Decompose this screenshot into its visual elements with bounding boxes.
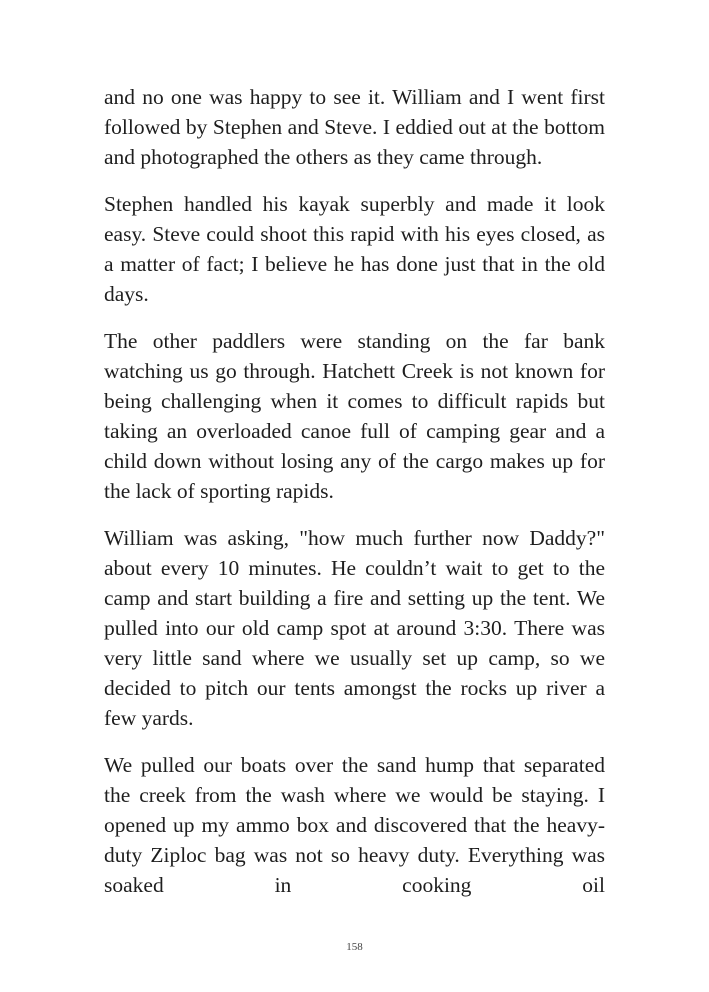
body-text bbox=[104, 82, 605, 917]
paragraph-5: We pulled our boats over the sand hump that separated the creek from the wash where we would be staying. I opened up my ammo box and discovered that the heavy-duty Ziploc bag was not so heavy duty. Everything was soaked in cooking oil bbox=[104, 753, 605, 897]
paragraph-2: Stephen handled his kayak superbly and made it look easy. Steve could shoot this rapid with his eyes closed, as a matter of fact; I believe he has done just that in the old days. bbox=[104, 192, 605, 306]
paragraph-3: The other paddlers were standing on the far bank watching us go through. Hatchett Creek is not known for being challenging when it comes to difficult rapids but taking an overloaded canoe full of camping gear and a child down without losing any of the cargo makes up for the lack of sporting rapids. bbox=[104, 329, 605, 503]
paragraph-1: and no one was happy to see it. William and I went first followed by Stephen and Steve. I eddied out at the bottom and photographed the others as they came through. bbox=[104, 85, 605, 169]
paragraph-4: William was asking, "how much further now Daddy?" about every 10 minutes. He couldn’t wait to get to the camp and start building a fire and setting up the tent. We pulled into our old camp spot at around 3:30. There was very little sand where we usually set up camp, so we decided to pitch our tents amongst the rocks up river a few yards. bbox=[104, 526, 605, 730]
page-number: 158 bbox=[346, 941, 363, 953]
